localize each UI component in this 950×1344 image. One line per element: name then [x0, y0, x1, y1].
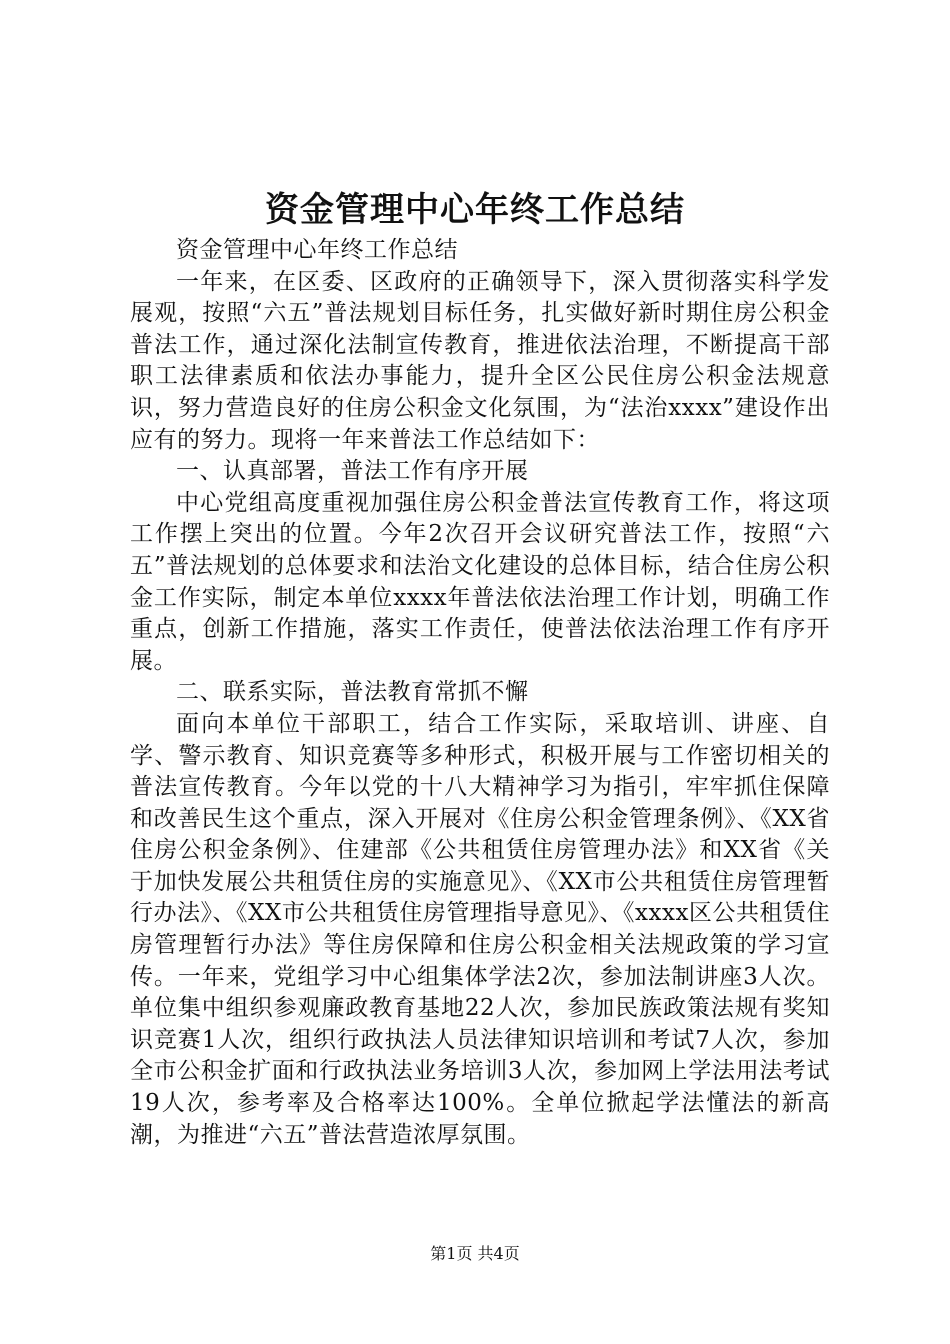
- document-title: 资金管理中心年终工作总结: [265, 190, 685, 230]
- paragraph-intro: 一年来，在区委、区政府的正确领导下，深入贯彻落实科学发展观，按照“六五”普法规划目标任务，扎实做好新时期住房公积金普法工作，通过深化法制宣传教育，推进依法治理，不断提高干部职工法律素质和依法办事能力，提升全区公民住房公积金法规意识，努力营造良好的住房公积金文化氛围，为“法治xxxx”建设作出应有的努力。现将一年来普法工作总结如下：: [130, 268, 830, 453]
- document-body: [130, 235, 830, 1151]
- paragraph-subtitle: 资金管理中心年终工作总结: [176, 237, 458, 263]
- page-footer: 第1页 共4页: [430, 1244, 520, 1263]
- paragraph-section-1: 中心党组高度重视加强住房公积金普法宣传教育工作，将这项工作摆上突出的位置。今年2次召开会议研究普法工作，按照“六五”普法规划的总体要求和法治文化建设的总体目标，结合住房公积金工作实际，制定本单位xxxx年普法依法治理工作计划，明确工作重点，创新工作措施，落实工作责任，使普法依法治理工作有序开展。: [130, 489, 830, 674]
- section-heading-1: 一、认真部署，普法工作有序开展: [176, 458, 529, 485]
- section-heading-2: 二、联系实际，普法教育常抓不懈: [176, 679, 529, 706]
- paragraph-section-2: 面向本单位干部职工，结合工作实际，采取培训、讲座、自学、警示教育、知识竞赛等多种形式，积极开展与工作密切相关的普法宣传教育。今年以党的十八大精神学习为指引，牢牢抓住保障和改善民生这个重点，深入开展对《住房公积金管理条例》、《XX省住房公积金条例》、住建部《公共租赁住房管理办法》和XX省《关于加快发展公共租赁住房的实施意见》、《XX市公共租赁住房管理暂行办法》、《XX市公共租赁住房管理指导意见》、《xxxx区公共租赁住房管理暂行办法》等住房保障和住房公积金相关法规政策的学习宣传。一年来，党组学习中心组集体学法2次，参加法制讲座3人次。单位集中组织参观廉政教育基地22人次，参加民族政策法规有奖知识竞赛1人次，组织行政执法人员法律知识培训和考试7人次，参加全市公积金扩面和行政执法业务培训3人次，参加网上学法用法考试19人次，参考率及合格率达100%。全单位掀起学法懂法的新高潮，为推进“六五”普法营造浓厚氛围。: [130, 710, 830, 1148]
